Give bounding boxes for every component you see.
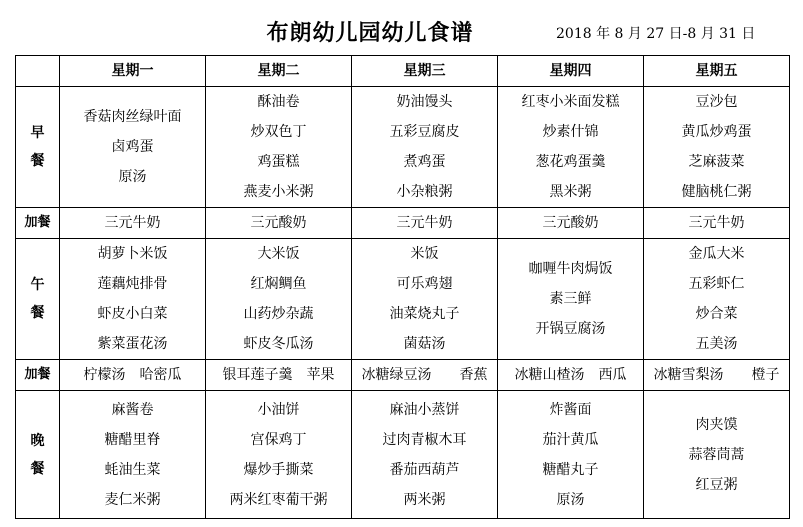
dish-item: 冰糖山楂汤 西瓜 <box>514 367 627 383</box>
dish-item: 葱花鸡蛋羹 <box>535 154 606 170</box>
day-header: 星期一 <box>60 56 206 87</box>
header-row <box>16 56 790 87</box>
menu-cell <box>206 239 352 360</box>
dish-item: 糖醋里脊 <box>104 431 161 448</box>
dish-item: 虾皮冬瓜汤 <box>243 336 314 352</box>
dish-item: 菌菇汤 <box>403 336 446 352</box>
meal-label: 加餐 <box>16 208 60 239</box>
dish-item: 炒合菜 <box>695 306 738 322</box>
meal-row <box>16 87 790 208</box>
meal-label <box>16 239 60 360</box>
menu-cell <box>498 208 644 239</box>
menu-cell <box>206 87 352 208</box>
menu-table <box>15 55 790 519</box>
dish-item: 奶油馒头 <box>396 94 453 110</box>
dish-item: 三元牛奶 <box>688 215 745 231</box>
dish-item: 健脑桃仁粥 <box>681 184 752 200</box>
dish-item: 酥油卷 <box>257 94 300 110</box>
dish-item: 香菇肉丝绿叶面 <box>83 109 182 125</box>
dish-item: 煮鸡蛋 <box>403 154 446 170</box>
dish-item: 油菜烧丸子 <box>389 306 460 322</box>
date-range: 2018 年 8 月 27 日-8 月 31 日 <box>556 26 756 42</box>
meal-label-char: 餐 <box>30 153 45 169</box>
dish-item: 黄瓜炒鸡蛋 <box>681 124 752 140</box>
dish-item: 可乐鸡翅 <box>396 276 453 292</box>
dish-item: 开锅豆腐汤 <box>535 321 606 337</box>
dish-item: 胡萝卜米饭 <box>97 246 168 262</box>
dish-item: 米饭 <box>410 246 439 262</box>
meal-label-char: 午 <box>30 277 45 293</box>
dish-item: 蒜蓉茼蒿 <box>688 446 745 463</box>
menu-cell <box>498 87 644 208</box>
menu-cell <box>498 391 644 519</box>
day-header: 星期五 <box>644 56 790 87</box>
menu-cell <box>206 360 352 391</box>
menu-cell <box>644 87 790 208</box>
dish-item: 五美汤 <box>695 336 738 352</box>
menu-cell <box>60 208 206 239</box>
dish-item: 爆炒手撕菜 <box>243 461 314 478</box>
dish-item: 麦仁米粥 <box>104 491 161 508</box>
meal-row <box>16 360 790 391</box>
menu-cell <box>352 239 498 360</box>
day-header: 星期四 <box>498 56 644 87</box>
dish-item: 炒双色丁 <box>250 124 307 140</box>
menu-cell <box>60 360 206 391</box>
dish-item: 麻油小蒸饼 <box>389 401 460 418</box>
dish-item: 虾皮小白菜 <box>97 306 168 322</box>
dish-item: 小油饼 <box>257 401 300 418</box>
dish-item: 山药炒杂蔬 <box>243 306 314 322</box>
menu-title: 布朗幼儿园幼儿食谱 <box>266 20 474 46</box>
meal-row <box>16 239 790 360</box>
dish-item: 芝麻菠菜 <box>688 154 745 170</box>
dish-item: 银耳莲子羹 苹果 <box>222 367 335 383</box>
menu-cell <box>352 87 498 208</box>
dish-item: 三元酸奶 <box>250 215 307 231</box>
dish-item: 宫保鸡丁 <box>250 431 307 448</box>
dish-item: 柠檬汤 哈密瓜 <box>83 367 182 383</box>
dish-item: 小杂粮粥 <box>396 184 453 200</box>
dish-item: 番茄西葫芦 <box>389 461 460 478</box>
dish-item: 三元牛奶 <box>396 215 453 231</box>
dish-item: 冰糖绿豆汤 香蕉 <box>361 367 488 383</box>
dish-item: 麻酱卷 <box>111 401 154 418</box>
menu-cell <box>498 239 644 360</box>
corner-cell <box>16 56 60 87</box>
menu-cell <box>60 391 206 519</box>
dish-item: 素三鲜 <box>549 291 592 307</box>
dish-item: 红焖鲷鱼 <box>250 276 307 292</box>
dish-item: 原汤 <box>556 491 585 508</box>
dish-item: 五彩豆腐皮 <box>389 124 460 140</box>
dish-item: 咖喱牛肉焗饭 <box>528 261 613 277</box>
menu-body <box>16 87 790 519</box>
meal-row <box>16 208 790 239</box>
dish-item: 炸酱面 <box>549 401 592 418</box>
dish-item: 炒素什锦 <box>542 124 599 140</box>
dish-item: 两米红枣葡干粥 <box>229 491 328 508</box>
dish-item: 蚝油生菜 <box>104 461 161 478</box>
meal-label: 加餐 <box>16 360 60 391</box>
day-header: 星期二 <box>206 56 352 87</box>
dish-item: 原汤 <box>118 169 147 185</box>
dish-item: 黑米粥 <box>549 184 592 200</box>
dish-item: 豆沙包 <box>695 94 738 110</box>
meal-label-char: 餐 <box>30 305 45 321</box>
meal-label <box>16 391 60 519</box>
menu-cell <box>352 360 498 391</box>
menu-cell <box>206 391 352 519</box>
meal-label-char: 晚 <box>30 432 45 449</box>
dish-item: 红豆粥 <box>695 476 738 493</box>
menu-cell <box>206 208 352 239</box>
menu-cell <box>60 87 206 208</box>
menu-cell <box>352 391 498 519</box>
meal-row <box>16 391 790 519</box>
dish-item: 紫菜蛋花汤 <box>97 336 168 352</box>
dish-item: 冰糖雪梨汤 橙子 <box>653 367 780 383</box>
menu-cell <box>644 391 790 519</box>
dish-item: 金瓜大米 <box>688 246 745 262</box>
menu-cell <box>60 239 206 360</box>
meal-label-char: 餐 <box>30 460 45 477</box>
dish-item: 三元牛奶 <box>104 215 161 231</box>
dish-item: 两米粥 <box>403 491 446 508</box>
dish-item: 大米饭 <box>257 246 300 262</box>
dish-item: 燕麦小米粥 <box>243 184 314 200</box>
dish-item: 糖醋丸子 <box>542 461 599 478</box>
menu-cell <box>644 239 790 360</box>
meal-label <box>16 87 60 208</box>
menu-cell <box>644 208 790 239</box>
dish-item: 五彩虾仁 <box>688 276 745 292</box>
dish-item: 过肉青椒木耳 <box>382 431 467 448</box>
dish-item: 莲藕炖排骨 <box>97 276 168 292</box>
meal-label-char: 早 <box>30 125 45 141</box>
dish-item: 卤鸡蛋 <box>111 139 154 155</box>
dish-item: 茄汁黄瓜 <box>542 431 599 448</box>
dish-item: 三元酸奶 <box>542 215 599 231</box>
dish-item: 红枣小米面发糕 <box>521 94 620 110</box>
dish-item: 肉夹馍 <box>695 416 738 433</box>
menu-cell <box>498 360 644 391</box>
day-header: 星期三 <box>352 56 498 87</box>
menu-cell <box>644 360 790 391</box>
menu-cell <box>352 208 498 239</box>
dish-item: 鸡蛋糕 <box>257 154 300 170</box>
